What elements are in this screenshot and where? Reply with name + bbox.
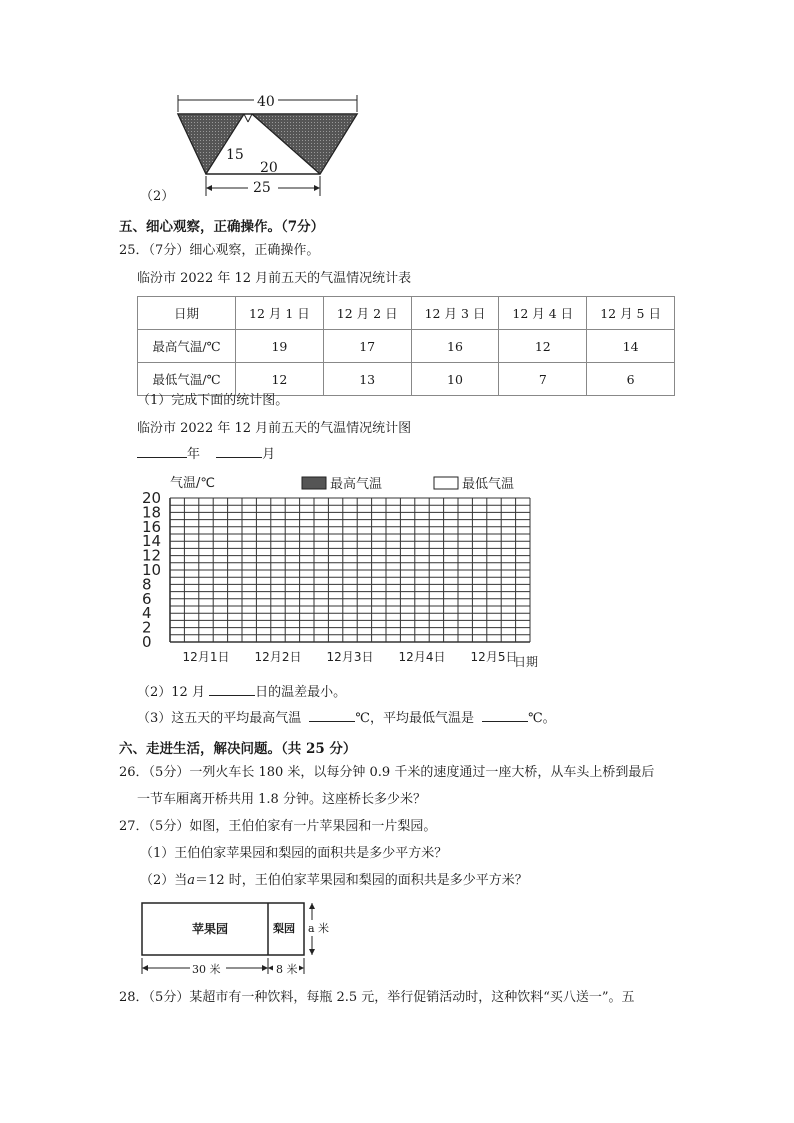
q25-part3 bbox=[137, 710, 556, 728]
y-tick-label: 2 bbox=[142, 618, 152, 637]
temperature-chart bbox=[140, 470, 540, 675]
avg-min-blank[interactable] bbox=[482, 721, 528, 722]
x-category-label: 12月3日 bbox=[326, 650, 374, 664]
legend-label-max: 最高气温 bbox=[330, 477, 383, 492]
year-suffix: 年 bbox=[187, 447, 201, 462]
pear-orchard-label: 梨园 bbox=[273, 922, 295, 935]
table-header-cell: 12 月 3 日 bbox=[411, 297, 499, 330]
figure-top-length: 40 bbox=[254, 94, 278, 110]
y-tick-label: 12 bbox=[142, 546, 162, 565]
table-cell: 19 bbox=[236, 330, 324, 363]
table-header-cell: 12 月 4 日 bbox=[499, 297, 587, 330]
y-tick-label: 8 bbox=[142, 575, 152, 594]
q25-chart-title: 临汾市 2022 年 12 月前五天的气温情况统计图 bbox=[137, 421, 412, 436]
q28-line1: 28．（5分）某超市有一种饮料，每瓶 2.5 元，举行促销活动时，这种饮料“买八送一”。五 bbox=[119, 990, 635, 1005]
table-cell: 14 bbox=[587, 330, 675, 363]
year-blank[interactable] bbox=[137, 457, 187, 458]
figure-2 bbox=[140, 92, 380, 202]
q25-stem: 25．（7分）细心观察，正确操作。 bbox=[119, 243, 320, 258]
table-cell: 12 bbox=[236, 363, 324, 396]
chart-svg bbox=[140, 470, 540, 675]
y-tick-label: 10 bbox=[142, 561, 162, 579]
y-tick-label: 18 bbox=[142, 503, 162, 522]
q25-part2-prefix: （2）12 月 bbox=[137, 685, 205, 700]
q25-table-title: 临汾市 2022 年 12 月前五天的气温情况统计表 bbox=[137, 271, 412, 286]
q27-var-a: a bbox=[187, 873, 196, 888]
legend-label-min: 最低气温 bbox=[462, 477, 515, 492]
apple-width-label: 30 米 bbox=[192, 963, 221, 976]
figure-bottom-length: 25 bbox=[253, 180, 271, 196]
table-cell: 10 bbox=[411, 363, 499, 396]
apple-orchard-label: 苹果园 bbox=[192, 922, 229, 936]
chart-date-line bbox=[137, 446, 275, 464]
row-label: 最低气温/℃ bbox=[138, 363, 236, 396]
x-axis-label: 日期 bbox=[514, 655, 539, 669]
q25-part3-b: ℃，平均最低气温是 bbox=[355, 711, 474, 726]
y-tick-label: 16 bbox=[142, 517, 162, 536]
temperature-table bbox=[137, 296, 675, 396]
q25-part2-suffix: 日的温差最小。 bbox=[255, 685, 347, 700]
table-row-max bbox=[138, 330, 675, 363]
y-tick-label: 0 bbox=[142, 633, 152, 651]
q27-part1: （1）王伯伯家苹果园和梨园的面积共是多少平方米？ bbox=[140, 846, 448, 861]
legend-swatch-max bbox=[302, 477, 326, 489]
section-5-heading: 五、细心观察，正确操作。（7分） bbox=[119, 219, 325, 235]
table-cell: 7 bbox=[499, 363, 587, 396]
q27-stem: 27．（5分）如图，王伯伯家有一片苹果园和一片梨园。 bbox=[119, 819, 437, 834]
y-tick-label: 20 bbox=[142, 489, 162, 507]
x-category-label: 12月4日 bbox=[398, 650, 446, 664]
x-category-label: 12月5日 bbox=[470, 650, 518, 664]
table-header-cell: 12 月 5 日 bbox=[587, 297, 675, 330]
q25-part3-c: ℃。 bbox=[528, 711, 556, 726]
q26-line1: 26．（5分）一列火车长 180 米，以每分钟 0.9 千米的速度通过一座大桥，从车头上桥到最后 bbox=[119, 765, 655, 780]
table-header-row bbox=[138, 297, 675, 330]
orchard-svg bbox=[140, 900, 340, 978]
month-blank[interactable] bbox=[216, 457, 262, 458]
orchard-figure bbox=[140, 900, 340, 978]
y-tick-label: 6 bbox=[142, 589, 152, 608]
avg-max-blank[interactable] bbox=[309, 721, 355, 722]
figure-side-length: 15 bbox=[226, 147, 244, 163]
x-category-label: 12月1日 bbox=[182, 650, 230, 664]
row-label: 最高气温/℃ bbox=[138, 330, 236, 363]
table-header-cell: 12 月 2 日 bbox=[323, 297, 411, 330]
section-6-heading: 六、走进生活，解决问题。（共 25 分） bbox=[119, 741, 357, 757]
height-label: a 米 bbox=[308, 922, 330, 935]
table-header-cell: 日期 bbox=[138, 297, 236, 330]
pear-width-label: 8 米 bbox=[276, 963, 298, 976]
q26-line2: 一节车厢离开桥共用 1.8 分钟。这座桥长多少米？ bbox=[137, 792, 426, 807]
q27-part2-a: （2）当 bbox=[140, 873, 188, 888]
figure-inner-length: 20 bbox=[260, 160, 278, 176]
q25-part1: （1）完成下面的统计图。 bbox=[137, 393, 289, 408]
table-cell: 16 bbox=[411, 330, 499, 363]
q25-part2 bbox=[137, 684, 346, 702]
q25-part3-a: （3）这五天的平均最高气温 bbox=[137, 711, 302, 726]
month-suffix: 月 bbox=[262, 447, 276, 462]
table-cell: 13 bbox=[323, 363, 411, 396]
figure-2-label: （2） bbox=[140, 189, 175, 204]
legend-swatch-min bbox=[434, 477, 458, 489]
q27-part2 bbox=[140, 872, 528, 890]
table-cell: 6 bbox=[587, 363, 675, 396]
table-header-cell: 12 月 1 日 bbox=[236, 297, 324, 330]
table-cell: 17 bbox=[323, 330, 411, 363]
x-category-label: 12月2日 bbox=[254, 650, 302, 664]
table-cell: 12 bbox=[499, 330, 587, 363]
y-tick-label: 14 bbox=[142, 532, 162, 551]
table-row-min bbox=[138, 363, 675, 396]
y-axis-label: 气温/℃ bbox=[170, 476, 215, 491]
y-tick-label: 4 bbox=[142, 604, 152, 623]
q27-part2-b: ＝12 时，王伯伯家苹果园和梨园的面积共是多少平方米？ bbox=[195, 873, 528, 888]
part2-blank[interactable] bbox=[209, 695, 255, 696]
